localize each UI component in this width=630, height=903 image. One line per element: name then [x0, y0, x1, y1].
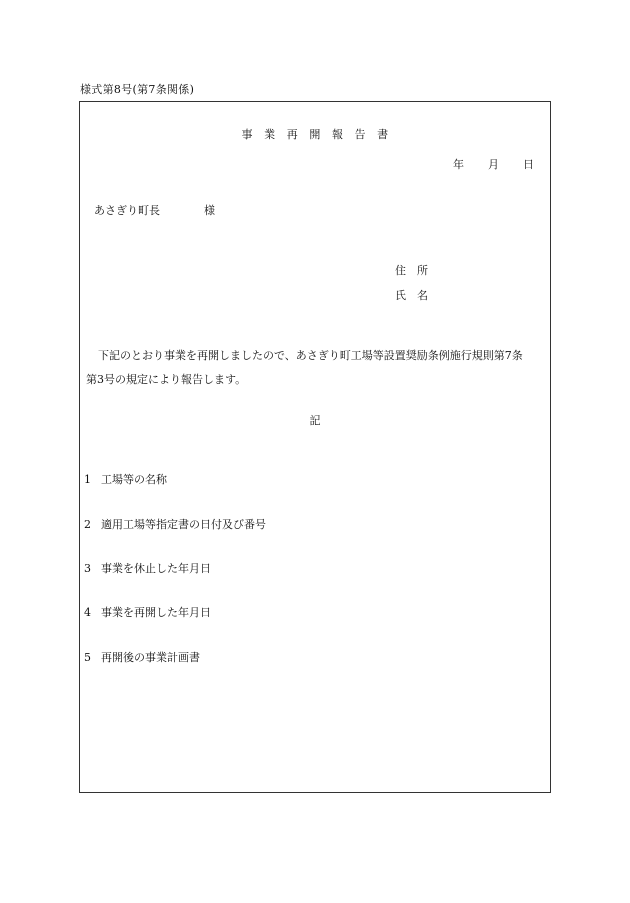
item-number: 4 — [84, 606, 91, 619]
ki-heading: 記 — [309, 414, 321, 427]
report-statement-line-1: 下記のとおり事業を再開しましたので、あさぎり町工場等設置奨励条例施行規則第7条 — [98, 349, 523, 362]
addressee-name: あさぎり町長 — [94, 204, 160, 217]
item-label: 事業を休止した年月日 — [101, 562, 211, 575]
item-label: 適用工場等指定書の日付及び番号 — [101, 518, 266, 531]
item-label: 工場等の名称 — [101, 473, 167, 486]
report-form — [79, 101, 551, 793]
item-number: 1 — [84, 473, 91, 486]
applicant-name-label: 氏 名 — [395, 289, 428, 302]
date-year: 年 — [453, 158, 464, 171]
item-label: 事業を再開した年月日 — [101, 606, 211, 619]
item-2 — [84, 516, 266, 532]
item-number: 2 — [84, 518, 91, 531]
report-statement-line-2: 第3号の規定により報告します。 — [86, 373, 247, 386]
report-statement — [86, 344, 540, 392]
item-label: 再開後の事業計画書 — [101, 651, 200, 664]
addressee — [94, 202, 215, 218]
item-4 — [84, 604, 211, 620]
document-title: 事 業 再 開 報 告 書 — [241, 128, 389, 141]
form-number: 様式第8号(第7条関係) — [80, 83, 195, 96]
applicant-address-label: 住 所 — [395, 264, 428, 277]
item-number: 5 — [84, 651, 91, 664]
item-5 — [84, 649, 200, 665]
date-month: 月 — [488, 158, 499, 171]
date-day: 日 — [523, 158, 534, 171]
item-1 — [84, 471, 167, 487]
item-number: 3 — [84, 562, 91, 575]
item-3 — [84, 560, 211, 576]
addressee-honorific: 様 — [204, 204, 215, 217]
date-line — [453, 156, 534, 172]
